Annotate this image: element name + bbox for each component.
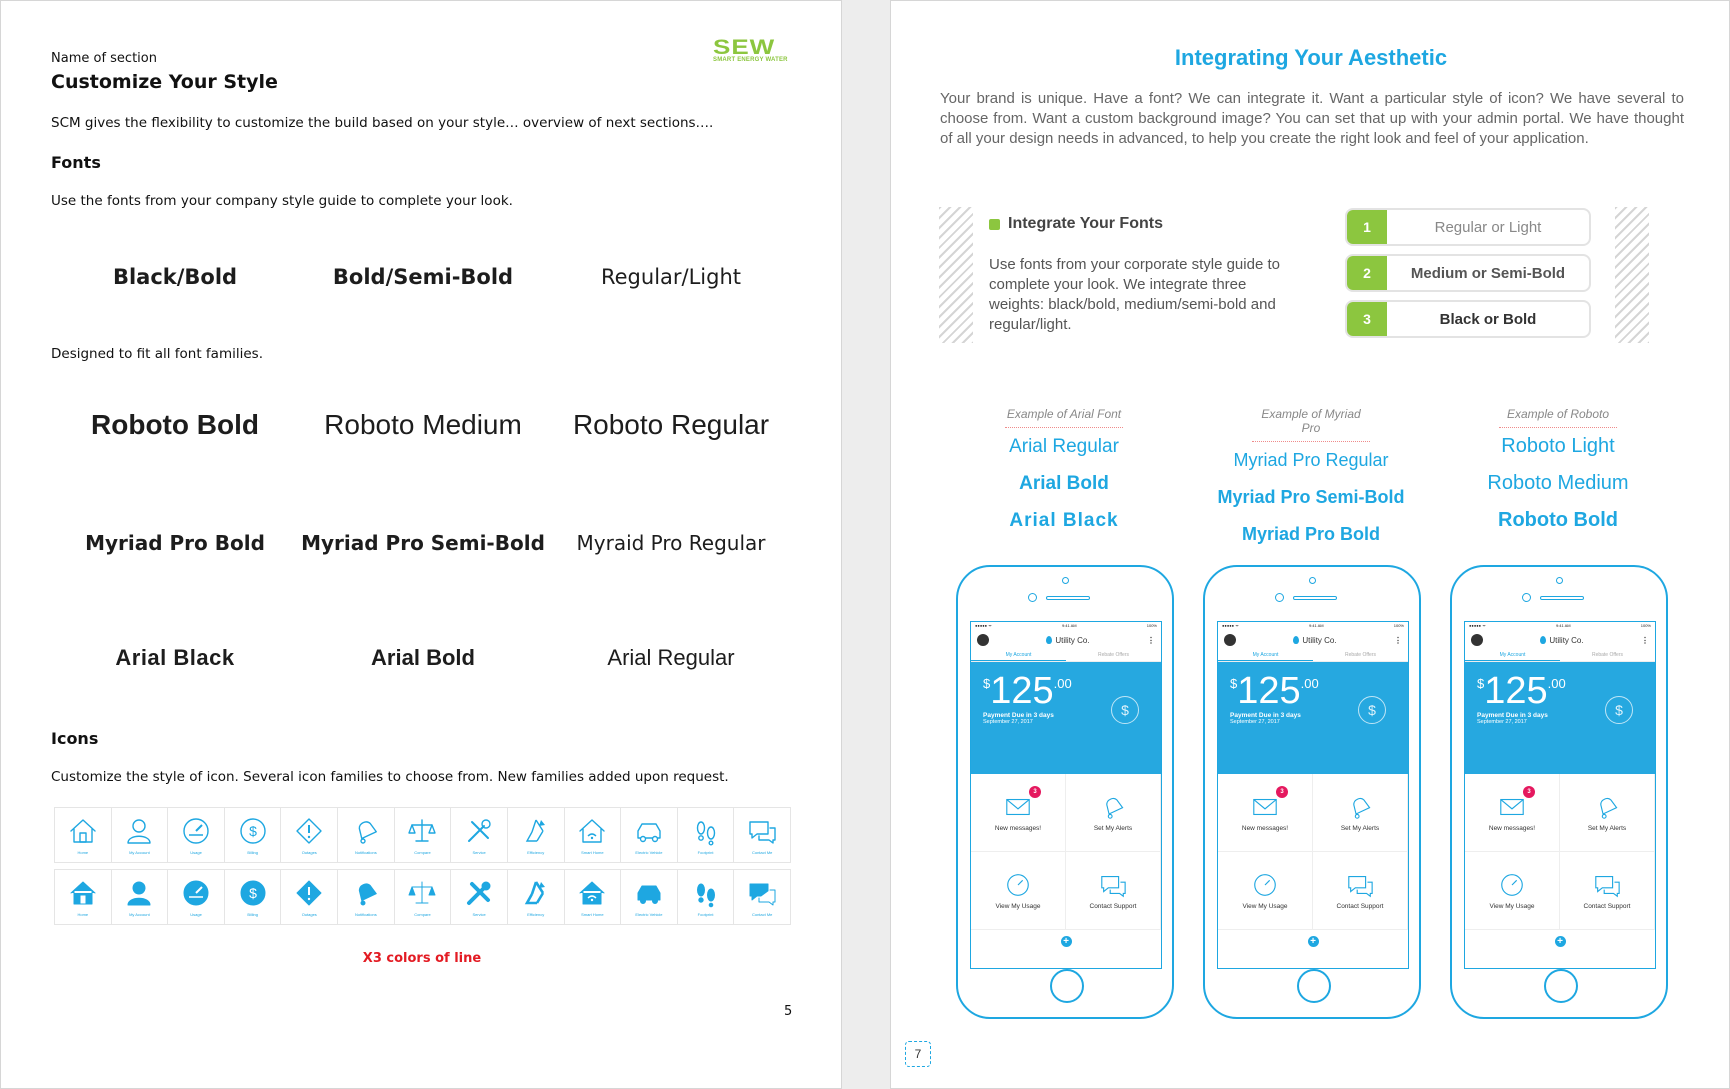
- sew-logo: [713, 34, 793, 63]
- icon-label: Contact Me: [751, 911, 773, 917]
- envelope-icon: [1498, 793, 1526, 821]
- intro-text: SCM gives the flexibility to customize the build based on your style… overview of next sections….: [51, 115, 714, 131]
- page-title: Integrating Your Aesthetic: [1174, 45, 1448, 70]
- tile-label: View My Usage: [995, 903, 1041, 910]
- amount-cents: .00: [1300, 676, 1319, 691]
- tab-rebate-offers[interactable]: Rebate Offers: [1344, 652, 1377, 658]
- tile-label: Set My Alerts: [1093, 825, 1133, 832]
- action-tile[interactable]: [1218, 774, 1313, 852]
- families-body: Designed to fit all font families.: [51, 346, 263, 362]
- weight-label: Regular or Light: [1434, 218, 1542, 236]
- due-date: September 27, 2017: [1477, 719, 1527, 725]
- fonts-heading: Fonts: [51, 153, 101, 172]
- logo-sub-text: SMART ENERGY WATER: [713, 57, 788, 63]
- home-icon: [68, 878, 98, 908]
- action-tile[interactable]: [971, 852, 1066, 930]
- bell-icon: [1099, 793, 1127, 821]
- outage-icon: [294, 878, 324, 908]
- tools-icon: [464, 816, 494, 846]
- more-menu-icon[interactable]: ⋮: [1393, 635, 1402, 645]
- app-header: [1218, 630, 1408, 650]
- font-sample: Myriad Pro Semi-Bold: [301, 531, 545, 555]
- gauge-icon: [1498, 871, 1526, 899]
- envelope-icon: [1251, 793, 1279, 821]
- intro-text: Your brand is unique. Have a font? We can integrate it. Want a particular style of icon? We have several to choose from. Want a custom background image? You can set that up with your admin portal. We have thought of all your design needs in advanced, to help you create the right look and feel of your application.: [940, 90, 1684, 147]
- tab-rebate-offers[interactable]: Rebate Offers: [1591, 652, 1624, 658]
- action-tile[interactable]: [1218, 852, 1313, 930]
- envelope-icon: [1004, 793, 1032, 821]
- icons-body: Customize the style of icon. Several icon families to choose from. New families added upon request.: [51, 769, 729, 785]
- scale-icon: [407, 816, 437, 846]
- dollar-coin-icon: $: [1605, 696, 1633, 724]
- integrate-heading-text: Integrate Your Fonts: [1008, 215, 1163, 232]
- recycle-icon: [521, 878, 551, 908]
- icon-cell: [337, 807, 395, 863]
- bottom-bar: [1218, 930, 1408, 952]
- example-caption: Example of Roboto: [1499, 407, 1617, 428]
- add-icon[interactable]: +: [1308, 936, 1319, 947]
- speaker-grille: [1540, 596, 1584, 600]
- smart-home-icon: [577, 878, 607, 908]
- app-header: [971, 630, 1161, 650]
- roboto-row: [51, 409, 795, 441]
- chat-icon: [1346, 871, 1374, 899]
- bell-icon: [1593, 793, 1621, 821]
- bullet-square-icon: [989, 219, 1000, 230]
- weight-sample: Regular/Light: [600, 265, 742, 289]
- myriad-row: [51, 531, 795, 555]
- weight-number: 3: [1347, 302, 1387, 336]
- balance-card[interactable]: [971, 662, 1161, 774]
- icon-cell: [54, 869, 112, 925]
- icon-cell: [337, 869, 395, 925]
- phone-mockup: [956, 565, 1174, 1019]
- example-font: Myriad Pro Bold: [1241, 524, 1380, 544]
- icon-cell: [564, 869, 622, 925]
- company-label: Utility Co.: [1302, 635, 1337, 645]
- icon-cell: [394, 869, 452, 925]
- weight-sample: Bold/Semi-Bold: [332, 265, 514, 289]
- home-button[interactable]: [1050, 969, 1084, 1003]
- due-date: September 27, 2017: [983, 719, 1033, 725]
- amount-value: 125: [1484, 670, 1548, 712]
- icon-label: Smart Home: [581, 911, 604, 917]
- icon-label: Smart Home: [581, 849, 604, 855]
- phone-screen: [1217, 621, 1409, 969]
- chat-icon: [1099, 871, 1127, 899]
- company-name: [1046, 636, 1089, 645]
- status-time: 9:41 AM: [1555, 623, 1571, 628]
- example-font: Myriad Pro Regular: [1233, 450, 1389, 470]
- signal-icon: ●●●●● ᯤ: [1469, 623, 1486, 628]
- icon-label: Usage: [190, 911, 202, 917]
- avatar[interactable]: [1224, 634, 1236, 646]
- icon-cell: [507, 869, 565, 925]
- icon-cell: [677, 807, 735, 863]
- weight-number: 2: [1347, 256, 1387, 290]
- phone-mockup: [1450, 565, 1668, 1019]
- example-font: Arial Regular: [1009, 436, 1119, 457]
- icon-cell: [677, 869, 735, 925]
- icon-cell: [224, 869, 282, 925]
- action-tile[interactable]: [971, 774, 1066, 852]
- tile-label: New messages!: [1241, 825, 1289, 832]
- company-name: [1293, 636, 1336, 645]
- font-sample: Roboto Medium: [324, 409, 522, 440]
- icon-cell: [733, 807, 791, 863]
- phone-screen: [1464, 621, 1656, 969]
- bottom-bar: [971, 930, 1161, 952]
- example-font: Roboto Light: [1501, 435, 1615, 457]
- icon-cell: [450, 807, 508, 863]
- status-time: 9:41 AM: [1308, 623, 1324, 628]
- action-tile[interactable]: [1465, 774, 1560, 852]
- dollar-coin-icon: $: [1111, 696, 1139, 724]
- add-icon[interactable]: +: [1061, 936, 1072, 947]
- camera-icon: [1556, 577, 1563, 584]
- notification-badge: 3: [1523, 786, 1535, 798]
- payment-due: Payment Due in 3 days: [1230, 712, 1301, 719]
- dollar-coin-icon: $: [1358, 696, 1386, 724]
- weight-option-3: [1345, 300, 1591, 338]
- icon-label: Compare: [414, 911, 431, 917]
- sensor-icon: [1275, 593, 1284, 602]
- icon-label: Usage: [190, 849, 202, 855]
- status-battery: 100%: [1146, 623, 1157, 628]
- balance-card[interactable]: [1465, 662, 1655, 774]
- gauge-icon: [1251, 871, 1279, 899]
- status-time: 9:41 AM: [1061, 623, 1077, 628]
- action-tile[interactable]: [1066, 852, 1161, 930]
- outage-icon: [294, 816, 324, 846]
- car-icon: [634, 816, 664, 846]
- tile-label: New messages!: [1488, 825, 1536, 832]
- icon-cell: [564, 807, 622, 863]
- font-sample: Myriad Pro Bold: [85, 531, 265, 555]
- payment-due: Payment Due in 3 days: [983, 712, 1054, 719]
- page-title: Customize Your Style: [51, 71, 278, 93]
- hatch-decoration: [1615, 207, 1649, 343]
- icon-label: Billing: [247, 911, 258, 917]
- weight-label: Black or Bold: [1439, 310, 1537, 328]
- currency-symbol: $: [1230, 676, 1238, 691]
- avatar[interactable]: [1471, 634, 1483, 646]
- action-tile[interactable]: [1560, 774, 1655, 852]
- font-sample: Myraid Pro Regular: [576, 531, 766, 555]
- icon-cell: [620, 869, 678, 925]
- status-battery: 100%: [1640, 623, 1651, 628]
- weight-number: 1: [1347, 210, 1387, 244]
- status-battery: 100%: [1393, 623, 1404, 628]
- speaker-grille: [1046, 596, 1090, 600]
- amount-value: 125: [990, 670, 1054, 712]
- icon-cell: [54, 807, 112, 863]
- logo-main-text: SEW: [713, 34, 776, 59]
- weights-row: [51, 265, 795, 289]
- icon-cell: [167, 807, 225, 863]
- smart-home-icon: [577, 816, 607, 846]
- action-tile[interactable]: [1066, 774, 1161, 852]
- water-drop-icon: [1540, 636, 1546, 644]
- action-tiles: [1218, 774, 1408, 930]
- company-label: Utility Co.: [1549, 635, 1584, 645]
- icon-label: Service: [472, 849, 486, 855]
- icon-label: Service: [472, 911, 486, 917]
- icon-grid-solid: [54, 869, 790, 925]
- icon-label: Contact Me: [751, 849, 773, 855]
- tile-label: Contact Support: [1089, 903, 1137, 910]
- icon-grid-outline: [54, 807, 790, 863]
- integrate-body: Use fonts from your corporate style guide to complete your look. We integrate three weights: black/bold, medium/semi-bold and regular/light.: [989, 256, 1280, 333]
- dollar-icon: [238, 878, 268, 908]
- icon-label: My Account: [129, 911, 150, 917]
- section-label: Name of section: [51, 51, 157, 66]
- tile-label: Contact Support: [1583, 903, 1631, 910]
- speaker-grille: [1293, 596, 1337, 600]
- tile-label: Set My Alerts: [1340, 825, 1380, 832]
- icon-cell: [620, 807, 678, 863]
- due-date: September 27, 2017: [1230, 719, 1280, 725]
- example-font: Arial Black: [1009, 510, 1119, 531]
- footprint-icon: [691, 816, 721, 846]
- icon-label: Footprint: [697, 849, 714, 855]
- hatch-decoration: [939, 207, 973, 343]
- amount-cents: .00: [1053, 676, 1072, 691]
- weight-label: Medium or Semi-Bold: [1410, 264, 1566, 282]
- icon-label: Electric Vehicle: [635, 849, 663, 855]
- weight-sample: Black/Bold: [112, 265, 238, 289]
- tab-my-account[interactable]: My Account: [1465, 650, 1560, 661]
- user-icon: [124, 878, 154, 908]
- status-bar: [971, 622, 1161, 630]
- tab-my-account[interactable]: My Account: [971, 650, 1066, 661]
- icon-label: Efficiency: [527, 911, 545, 917]
- tile-label: Set My Alerts: [1587, 825, 1627, 832]
- action-tiles: [1465, 774, 1655, 930]
- car-icon: [634, 878, 664, 908]
- status-bar: [1218, 622, 1408, 630]
- signal-icon: ●●●●● ᯤ: [975, 623, 992, 628]
- water-drop-icon: [1293, 636, 1299, 644]
- action-tile[interactable]: [1560, 852, 1655, 930]
- icon-label: My Account: [129, 849, 150, 855]
- icon-label: Notifications: [354, 911, 377, 917]
- icon-label: Outages: [301, 911, 317, 917]
- tile-label: View My Usage: [1489, 903, 1535, 910]
- svg-text:$: $: [248, 884, 257, 901]
- fonts-body: Use the fonts from your company style guide to complete your look.: [51, 193, 513, 209]
- avatar[interactable]: [977, 634, 989, 646]
- more-menu-icon[interactable]: ⋮: [1146, 635, 1155, 645]
- chat-icon: [747, 878, 777, 908]
- weight-option-1: [1345, 208, 1591, 246]
- water-drop-icon: [1046, 636, 1052, 644]
- tab-my-account[interactable]: My Account: [1218, 650, 1313, 661]
- font-sample: Arial Regular: [607, 645, 735, 670]
- font-sample: Arial Bold: [371, 645, 475, 670]
- icon-cell: [280, 869, 338, 925]
- example-font: Myriad Pro Semi-Bold: [1217, 487, 1405, 507]
- icon-cell: [224, 807, 282, 863]
- icon-cell: [733, 869, 791, 925]
- bell-icon: [1346, 793, 1374, 821]
- tile-label: New messages!: [994, 825, 1042, 832]
- weight-option-2: [1345, 254, 1591, 292]
- icon-label: Home: [77, 849, 89, 855]
- icon-label: Home: [77, 911, 89, 917]
- sensor-icon: [1522, 593, 1531, 602]
- gauge-icon: [181, 816, 211, 846]
- example-font: Roboto Bold: [1498, 509, 1618, 531]
- phone-mockup: [1203, 565, 1421, 1019]
- amount-value: 125: [1237, 670, 1301, 712]
- tile-label: View My Usage: [1242, 903, 1288, 910]
- icons-note: X3 colors of line: [362, 951, 482, 966]
- payment-due: Payment Due in 3 days: [1477, 712, 1548, 719]
- example-arial: [964, 407, 1164, 539]
- icon-cell: [507, 807, 565, 863]
- currency-symbol: $: [1477, 676, 1485, 691]
- page-right: [890, 0, 1730, 1089]
- home-icon: [68, 816, 98, 846]
- icon-label: Efficiency: [527, 849, 545, 855]
- page-number: 5: [784, 1004, 793, 1019]
- amount-cents: .00: [1547, 676, 1566, 691]
- chat-icon: [1593, 871, 1621, 899]
- icon-label: Billing: [247, 849, 258, 855]
- camera-icon: [1062, 577, 1069, 584]
- user-icon: [124, 816, 154, 846]
- icon-cell: [280, 807, 338, 863]
- example-myriad: [1211, 407, 1411, 553]
- gauge-icon: [181, 878, 211, 908]
- font-sample: Roboto Regular: [572, 409, 770, 440]
- currency-symbol: $: [983, 676, 991, 691]
- tab-bar: [1218, 650, 1408, 662]
- icon-cell: [111, 869, 169, 925]
- tab-bar: [1465, 650, 1655, 662]
- gauge-icon: [1004, 871, 1032, 899]
- recycle-icon: [521, 816, 551, 846]
- signal-icon: ●●●●● ᯤ: [1222, 623, 1239, 628]
- chat-icon: [747, 816, 777, 846]
- scale-icon: [407, 878, 437, 908]
- icon-cell: [167, 869, 225, 925]
- camera-icon: [1309, 577, 1316, 584]
- status-bar: [1465, 622, 1655, 630]
- example-font: Roboto Medium: [1487, 472, 1629, 494]
- balance-card[interactable]: [1218, 662, 1408, 774]
- app-header: [1465, 630, 1655, 650]
- example-caption: Example of Arial Font: [1005, 407, 1123, 428]
- icon-label: Footprint: [697, 911, 714, 917]
- phone-screen: [970, 621, 1162, 969]
- page-number: 7: [905, 1041, 931, 1067]
- tab-bar: [971, 650, 1161, 662]
- icons-heading: Icons: [51, 729, 99, 748]
- bell-icon: [351, 878, 381, 908]
- svg-text:$: $: [248, 822, 257, 839]
- page-left: [0, 0, 842, 1089]
- font-sample: Roboto Bold: [91, 409, 259, 440]
- icon-cell: [450, 869, 508, 925]
- company-label: Utility Co.: [1055, 635, 1090, 645]
- footprint-icon: [691, 878, 721, 908]
- bell-icon: [351, 816, 381, 846]
- notification-badge: 3: [1276, 786, 1288, 798]
- arial-row: [51, 645, 795, 671]
- example-roboto: [1458, 407, 1658, 539]
- add-icon[interactable]: +: [1555, 936, 1566, 947]
- action-tile[interactable]: [1313, 774, 1408, 852]
- icon-cell: [394, 807, 452, 863]
- tools-icon: [464, 878, 494, 908]
- example-font: Arial Bold: [1019, 473, 1109, 494]
- icon-label: Compare: [414, 849, 431, 855]
- action-tile[interactable]: [1465, 852, 1560, 930]
- more-menu-icon[interactable]: ⋮: [1640, 635, 1649, 645]
- company-name: [1540, 636, 1583, 645]
- notification-badge: 3: [1029, 786, 1041, 798]
- font-sample: Arial Black: [115, 645, 235, 670]
- bottom-bar: [1465, 930, 1655, 952]
- icon-cell: [111, 807, 169, 863]
- tab-rebate-offers[interactable]: Rebate Offers: [1097, 652, 1130, 658]
- icon-label: Notifications: [354, 849, 377, 855]
- dollar-icon: [238, 816, 268, 846]
- example-caption: Example of Myriad Pro: [1252, 407, 1370, 442]
- icon-label: Electric Vehicle: [635, 911, 663, 917]
- tile-label: Contact Support: [1336, 903, 1384, 910]
- sensor-icon: [1028, 593, 1037, 602]
- integrate-heading: [989, 215, 1163, 233]
- action-tiles: [971, 774, 1161, 930]
- home-button[interactable]: [1297, 969, 1331, 1003]
- home-button[interactable]: [1544, 969, 1578, 1003]
- action-tile[interactable]: [1313, 852, 1408, 930]
- icon-label: Outages: [301, 849, 317, 855]
